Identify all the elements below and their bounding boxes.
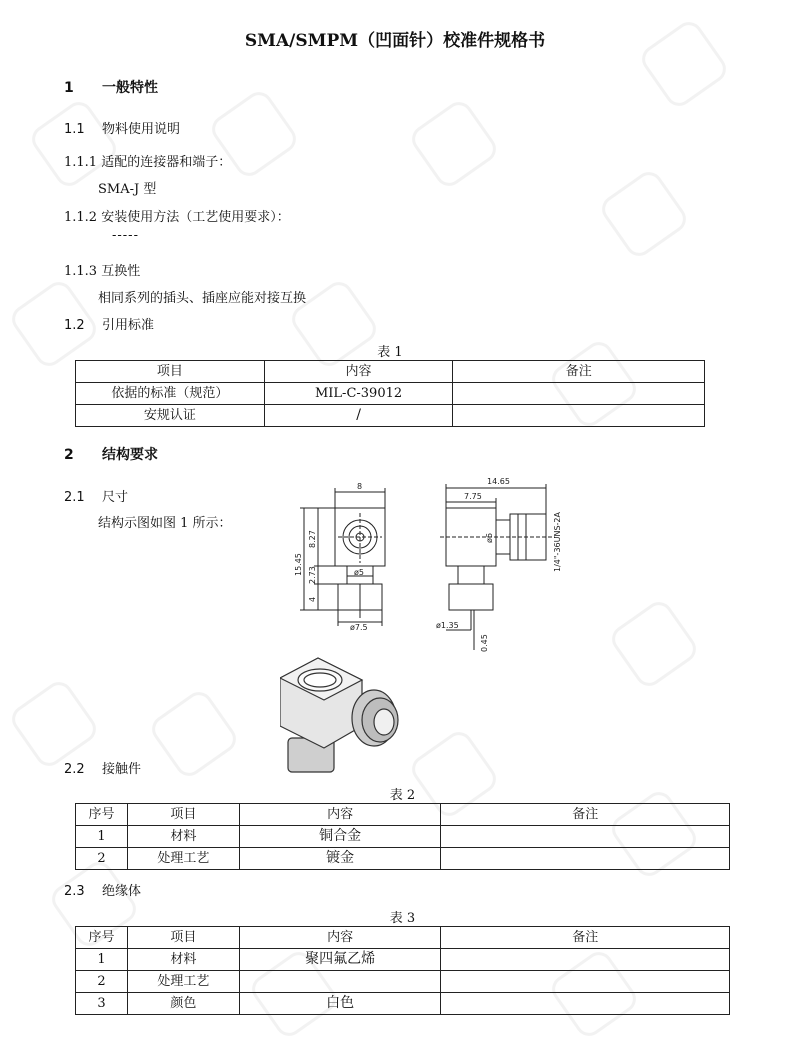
header-cell: 内容 — [239, 804, 441, 826]
table-cell: 聚四氟乙烯 — [239, 949, 441, 971]
table-cell: 材料 — [127, 826, 239, 848]
dim-h3-label: 4 — [308, 596, 317, 602]
section-number: 1.1 — [64, 122, 85, 137]
table-cell — [453, 383, 705, 405]
dim-thread-label: 1/4"-36UNS-2A — [553, 512, 562, 572]
dim-d2-label: ø7.5 — [350, 623, 368, 632]
connector-type-value: SMA-J 型 — [98, 182, 157, 197]
table-3-caption: 表 3 — [389, 911, 416, 926]
table-2 — [75, 803, 730, 870]
section-1-1-1-heading — [64, 151, 231, 170]
table-row — [76, 971, 730, 993]
table-cell: 1 — [76, 949, 128, 971]
section-title: 安装使用方法（工艺使用要求）： — [101, 210, 290, 225]
section-number: 2.1 — [64, 490, 85, 505]
dim-d3-label: ø1.35 — [436, 621, 459, 630]
section-number: 1 — [64, 80, 74, 96]
table-cell — [441, 971, 730, 993]
header-cell: 项目 — [127, 804, 239, 826]
side-view-labels — [436, 477, 562, 652]
section-number: 1.1.2 — [64, 210, 98, 225]
section-1-heading — [64, 77, 158, 97]
section-2-1-heading — [64, 486, 128, 505]
section-1-1-heading — [64, 118, 180, 137]
table-row — [76, 949, 730, 971]
section-title: 绝缘体 — [102, 884, 142, 899]
table-cell: 安规认证 — [76, 405, 265, 427]
header-cell: 序号 — [76, 927, 128, 949]
header-cell: 内容 — [264, 361, 453, 383]
table-cell: 白色 — [239, 993, 441, 1015]
document-title: SMA/SMPM（凹面针）校准件规格书 — [244, 31, 546, 51]
dim-d1-label: ø5 — [354, 568, 364, 577]
table-cell: 处理工艺 — [127, 848, 239, 870]
figure-description: 结构示图如图 1 所示： — [98, 516, 232, 531]
table-cell — [441, 949, 730, 971]
table-row — [76, 848, 730, 870]
section-2-heading — [64, 444, 158, 464]
table-cell: 铜合金 — [239, 826, 441, 848]
header-cell: 备注 — [453, 361, 705, 383]
dim-thickness-label: 0.45 — [480, 634, 489, 652]
table-cell — [441, 993, 730, 1015]
section-title: 适配的连接器和端子： — [101, 155, 232, 170]
dim-h2-label: 2.73 — [308, 566, 317, 584]
dim-total-width-label: 14.65 — [487, 477, 510, 486]
dim-d4-label: ø6 — [485, 533, 494, 543]
section-title: 一般特性 — [102, 80, 158, 96]
header-cell: 项目 — [76, 361, 265, 383]
table-cell — [453, 405, 705, 427]
table-cell: MIL-C-39012 — [264, 383, 453, 405]
section-1-1-2-heading — [64, 206, 290, 225]
table-cell: 3 — [76, 993, 128, 1015]
front-view — [300, 488, 385, 626]
section-title: 接触件 — [102, 762, 142, 777]
section-number: 1.1.1 — [64, 155, 98, 170]
section-2-2-heading — [64, 758, 141, 777]
header-cell: 序号 — [76, 804, 128, 826]
header-cell: 项目 — [127, 927, 239, 949]
table-cell: 颜色 — [127, 993, 239, 1015]
table-header-row — [76, 927, 730, 949]
table-cell — [441, 826, 730, 848]
section-number: 2.3 — [64, 884, 85, 899]
section-number: 1.1.3 — [64, 264, 98, 279]
table-row — [76, 383, 705, 405]
dim-width-label: 8 — [357, 482, 363, 491]
dim-h1-label: 8.27 — [308, 530, 317, 548]
header-cell: 备注 — [441, 927, 730, 949]
dim-total-height-label: 15.45 — [294, 553, 303, 576]
table-row — [76, 405, 705, 427]
table-header-row — [76, 361, 705, 383]
section-title: 尺寸 — [102, 490, 129, 505]
section-title: 互换性 — [101, 264, 141, 279]
section-title: 结构要求 — [102, 447, 158, 463]
header-cell: 内容 — [239, 927, 441, 949]
table-cell — [239, 971, 441, 993]
table-cell: 1 — [76, 826, 128, 848]
section-2-3-heading — [64, 880, 141, 899]
section-title: 引用标准 — [102, 318, 155, 333]
section-1-2-heading — [64, 314, 154, 333]
table-header-row — [76, 804, 730, 826]
install-method-value: ----- — [112, 228, 139, 243]
product-render — [280, 658, 398, 772]
interchangeability-value: 相同系列的插头、插座应能对接互换 — [98, 291, 307, 306]
section-title: 物料使用说明 — [102, 122, 181, 137]
table-row — [76, 993, 730, 1015]
table-row — [76, 826, 730, 848]
table-1-caption: 表 1 — [377, 345, 403, 360]
table-cell — [441, 848, 730, 870]
section-number: 1.2 — [64, 318, 85, 333]
table-cell: 处理工艺 — [127, 971, 239, 993]
section-number: 2.2 — [64, 762, 85, 777]
table-cell: / — [264, 405, 453, 427]
header-cell: 备注 — [441, 804, 730, 826]
table-cell: 镀金 — [239, 848, 441, 870]
table-1 — [75, 360, 705, 427]
connector-drawing — [280, 468, 590, 778]
table-cell: 2 — [76, 848, 128, 870]
table-cell: 2 — [76, 971, 128, 993]
section-number: 2 — [64, 447, 74, 463]
table-cell: 依据的标准（规范） — [76, 383, 265, 405]
table-3 — [75, 926, 730, 1015]
section-1-1-3-heading — [64, 260, 140, 279]
dim-w1-label: 7.75 — [464, 492, 482, 501]
table-cell: 材料 — [127, 949, 239, 971]
table-2-caption: 表 2 — [389, 788, 416, 803]
